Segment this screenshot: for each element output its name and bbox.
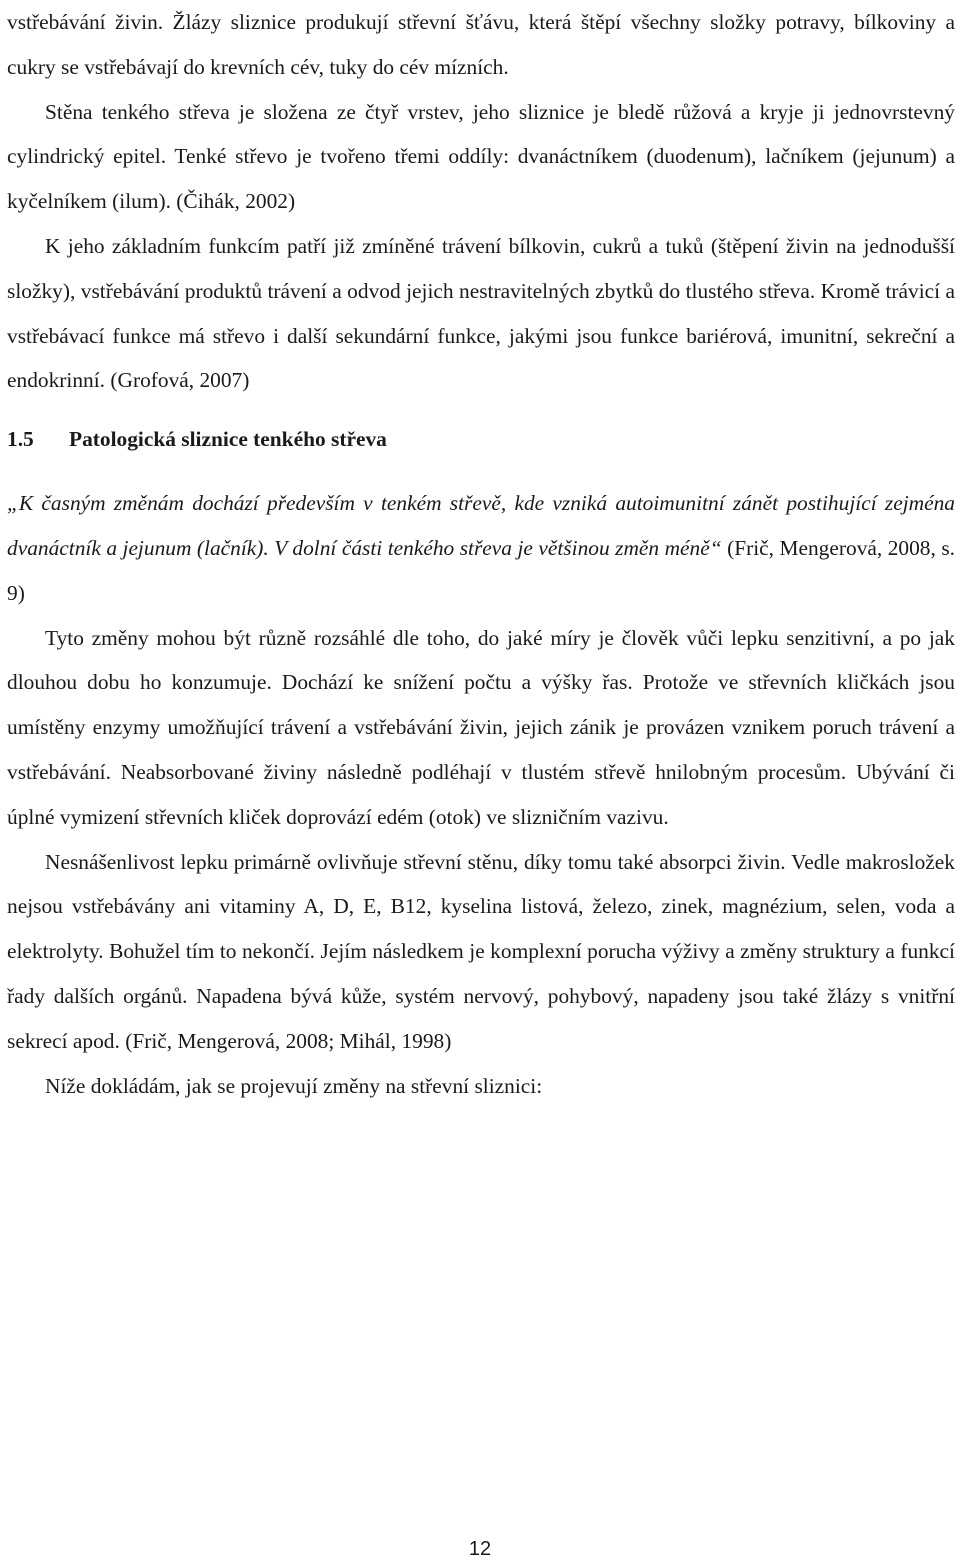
section-number: 1.5 [7, 427, 34, 452]
paragraph-basic-functions: K jeho základním funkcím patří již zmíněné trávení bílkovin, cukrů a tuků (štěpení živin na jednodušší složky), vstřebávání produktů trávení a odvod jejich nestravitelných zbytků do tlustého střeva. Kromě trávicí a vstřebávací funkce má střevo i další sekundární funkce, jakými jsou funkce bariérová, imunitní, sekreční a endokrinní. (Grofová, 2007) [7, 233, 955, 393]
paragraph-illustration-intro: Níže dokládám, jak se projevují změny na střevní sliznici: [45, 1073, 543, 1098]
quote-text: „K časným změnám dochází především v tenkém střevě, kde vzniká autoimunitní zánět postihující zejména dvanáctník a jejunum (lačník). V dolní části tenkého střeva je většinou změn méně“ [7, 491, 955, 560]
section-title: Patologická sliznice tenkého střeva [69, 427, 387, 452]
quote-paragraph [7, 481, 955, 615]
paragraph-intestinal-function: vstřebávání živin. Žlázy sliznice produkují střevní šťávu, která štěpí všechny složky potravy, bílkoviny a cukry se vstřebávají do krevních cév, tuky do cév mízních. [7, 10, 955, 79]
paragraph-gluten-changes: Tyto změny mohou být různě rozsáhlé dle toho, do jaké míry je člověk vůči lepku senzitivní, a po jak dlouhou dobu ho konzumuje. Dochází ke snížení počtu a výšky řas. Protože ve střevních kličkách jsou umístěny enzymy umožňující trávení a vstřebávání živin, jejich zánik je provázen vznikem poruch trávení a vstřebávání. Neabsorbované živiny následně podléhají v tlustém střevě hnilobným procesům. Ubývání či úplné vymizení střevních kliček doprovází edém (otok) ve slizničním vazivu. [7, 625, 955, 829]
document-page [7, 0, 955, 1108]
page-number: 12 [468, 1538, 492, 1560]
paragraph-gluten-intolerance: Nesnášenlivost lepku primárně ovlivňuje střevní stěnu, díky tomu také absorpci živin. Vedle makrosložek nejsou vstřebávány ani vitaminy A, D, E, B12, kyselina listová, železo, zinek, magnézium, selen, voda a elektrolyty. Bohužel tím to nekončí. Jejím následkem je komplexní porucha výživy a změny struktury a funkcí řady dalších orgánů. Napadena bývá kůže, systém nervový, pohybový, napadeny jsou také žlázy s vnitřní sekrecí apod. (Frič, Mengerová, 2008; Mihál, 1998) [7, 849, 955, 1053]
quote-citation: (Frič, Mengerová, 2008, s. 9) [7, 535, 955, 605]
paragraph-intestinal-wall: Stěna tenkého střeva je složena ze čtyř vrstev, jeho sliznice je bledě růžová a kryje ji jednovrstevný cylindrický epitel. Tenké střevo je tvořeno třemi oddíly: dvanáctníkem (duodenum), lačníkem (jejunum) a kyčelníkem (ilum). (Čihák, 2002) [7, 99, 955, 214]
section-heading [7, 417, 955, 461]
